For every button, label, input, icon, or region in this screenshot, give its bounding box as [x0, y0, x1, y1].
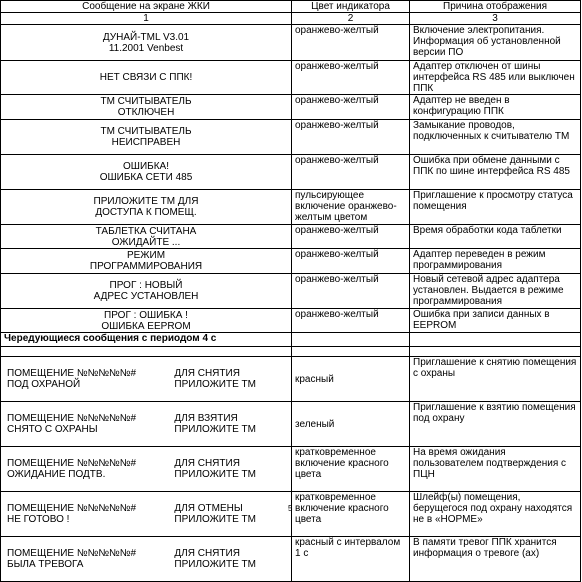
header-color: Цвет индикатора [292, 1, 410, 13]
empty-cell [292, 347, 410, 357]
lcd-message: НЕТ СВЯЗИ С ППК! [1, 61, 292, 95]
indicator-color: пульсирующее включение оранжево-желтым цветом [292, 190, 410, 225]
indicator-color: оранжево-желтый [292, 225, 410, 249]
table-row [1, 95, 581, 120]
lcd-message-first: ПОМЕЩЕНИЕ №№№№№# ОЖИДАНИЕ ПОДТВ. [7, 458, 137, 480]
display-reason: Замыкание проводов, подключенных к считывателю ТМ [410, 120, 581, 155]
display-reason: В памяти тревог ППК хранится информация о тревоге (ах) [410, 537, 581, 582]
indicator-color: красный с интервалом 1 с [292, 537, 410, 582]
header-message: Сообщение на экране ЖКИ [1, 1, 292, 13]
lcd-message-second: ДЛЯ ОТМЕНЫ ПРИЛОЖИТЕ ТМ [174, 503, 256, 525]
lcd-message-first: ПОМЕЩЕНИЕ №№№№№# ПОД ОХРАНОЙ [7, 368, 137, 390]
table-row [1, 447, 581, 492]
lcd-message: ПРОГ : ОШИБКА ! ОШИБКА EEPROM [1, 309, 292, 333]
lcd-message-pair [1, 357, 292, 402]
table-row [1, 120, 581, 155]
display-reason: Ошибка при обмене данными с ППК по шине интерфейса RS 485 [410, 155, 581, 190]
alternating-messages-caption: Чередующиеся сообщения с периодом 4 с [1, 333, 292, 347]
table-row [1, 492, 581, 537]
lcd-message-second: ДЛЯ ВЗЯТИЯ ПРИЛОЖИТЕ ТМ [174, 413, 256, 435]
indicator-color: красный [292, 357, 410, 402]
indicator-color: оранжево-желтый [292, 249, 410, 274]
lcd-message-first: ПОМЕЩЕНИЕ №№№№№# НЕ ГОТОВО ! [7, 503, 137, 525]
lcd-message-first: ПОМЕЩЕНИЕ №№№№№# СНЯТО С ОХРАНЫ [7, 413, 137, 435]
display-reason: Включение электропитания. Информация об установленной версии ПО [410, 25, 581, 61]
lcd-message: ПРОГ : НОВЫЙ АДРЕС УСТАНОВЛЕН [1, 274, 292, 309]
header-row [1, 1, 581, 13]
lcd-message: ТАБЛЕТКА СЧИТАНА ОЖИДАЙТЕ ... [1, 225, 292, 249]
display-reason: Приглашение к взятию помещения под охрану [410, 402, 581, 447]
lcd-message: ПРИЛОЖИТЕ ТМ ДЛЯ ДОСТУПА К ПОМЕЩ. [1, 190, 292, 225]
indicator-color: оранжево-желтый [292, 25, 410, 61]
display-reason: Адаптер переведен в режим программирования [410, 249, 581, 274]
display-reason: Адаптер не введен в конфигурацию ППК [410, 95, 581, 120]
lcd-message-pair [1, 537, 292, 582]
display-reason: Адаптер отключен от шины интерфейса RS 485 или выключен ППК [410, 61, 581, 95]
table-row [1, 537, 581, 582]
table-row [1, 25, 581, 61]
lcd-message-pair [1, 447, 292, 492]
column-number: 2 [292, 13, 410, 25]
empty-cell [1, 347, 292, 357]
display-reason: Ошибка при записи данных в EEPROM [410, 309, 581, 333]
page-number: 5 [288, 504, 293, 513]
column-number-row [1, 13, 581, 25]
display-reason: Шлейф(ы) помещения, берущегося под охрану находятся не в «НОРМЕ» [410, 492, 581, 537]
column-number: 1 [1, 13, 292, 25]
lcd-message-first: ПОМЕЩЕНИЕ №№№№№# БЫЛА ТРЕВОГА [7, 548, 137, 570]
display-reason: Новый сетевой адрес адаптера установлен. Выдается в режиме программирования [410, 274, 581, 309]
lcd-message: РЕЖИМ ПРОГРАММИРОВАНИЯ [1, 249, 292, 274]
indicator-color: зеленый [292, 402, 410, 447]
display-reason: Приглашение к снятию помещения с охраны [410, 357, 581, 402]
table-row [1, 249, 581, 274]
display-reason: Приглашение к просмотру статуса помещения [410, 190, 581, 225]
empty-cell [410, 347, 581, 357]
table-row [1, 402, 581, 447]
indicator-color: оранжево-желтый [292, 155, 410, 190]
lcd-message-second: ДЛЯ СНЯТИЯ ПРИЛОЖИТЕ ТМ [174, 548, 256, 570]
column-number: 3 [410, 13, 581, 25]
table-row [1, 190, 581, 225]
table-row [1, 357, 581, 402]
indicator-color: кратковременное включение красного цвета [292, 447, 410, 492]
display-reason: На время ожидания пользователем подтверждения с ПЦН [410, 447, 581, 492]
lcd-message-second: ДЛЯ СНЯТИЯ ПРИЛОЖИТЕ ТМ [174, 368, 256, 390]
indicator-color: оранжево-желтый [292, 120, 410, 155]
table-row [1, 309, 581, 333]
display-reason: Время обработки кода таблетки [410, 225, 581, 249]
indicator-color: оранжево-желтый [292, 61, 410, 95]
lcd-message: ДУНАЙ-TML V3.01 11.2001 Venbest [1, 25, 292, 61]
empty-cell [292, 333, 410, 347]
indicator-color: кратковременное включение красного цвета [292, 492, 410, 537]
lcd-message-pair [1, 492, 292, 537]
table-row [1, 274, 581, 309]
table-row [1, 225, 581, 249]
table-row [1, 155, 581, 190]
lcd-message: ОШИБКА! ОШИБКА СЕТИ 485 [1, 155, 292, 190]
lcd-message: ТМ СЧИТЫВАТЕЛЬ НЕИСПРАВЕН [1, 120, 292, 155]
header-reason: Причина отображения [410, 1, 581, 13]
empty-cell [410, 333, 581, 347]
separator-row [1, 333, 581, 347]
lcd-message-second: ДЛЯ СНЯТИЯ ПРИЛОЖИТЕ ТМ [174, 458, 256, 480]
table-row [1, 61, 581, 95]
lcd-message: ТМ СЧИТЫВАТЕЛЬ ОТКЛЮЧЕН [1, 95, 292, 120]
spacer-row [1, 347, 581, 357]
indicator-color: оранжево-желтый [292, 95, 410, 120]
indicator-color: оранжево-желтый [292, 309, 410, 333]
indicator-color: оранжево-желтый [292, 274, 410, 309]
lcd-message-pair [1, 402, 292, 447]
